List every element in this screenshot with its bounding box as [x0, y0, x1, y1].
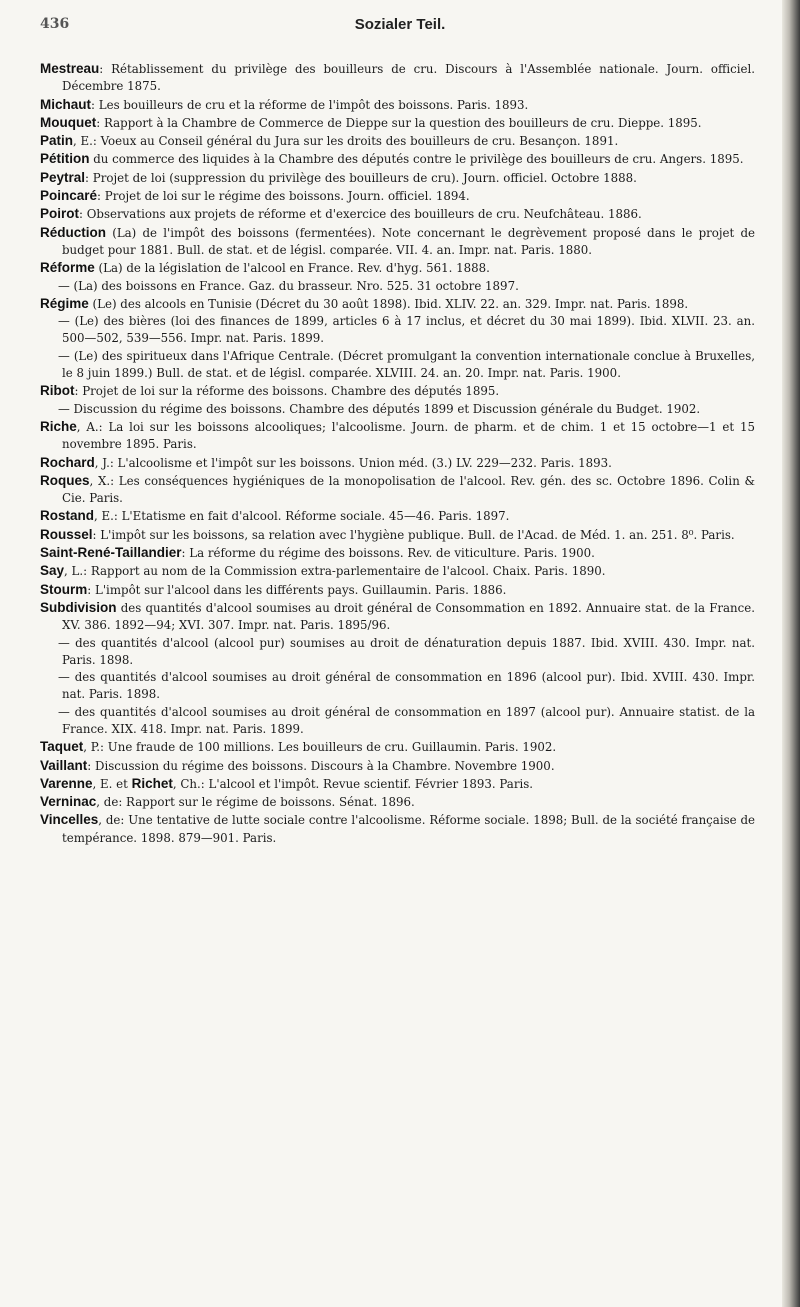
bib-subentry: — (La) des boissons en France. Gaz. du brasseur. Nro. 525. 31 octobre 1897. — [58, 278, 519, 293]
entry-author: Say — [40, 563, 65, 579]
entry-author: Saint-René-Taillandier — [40, 545, 182, 561]
entry-author: Rochard — [40, 454, 95, 470]
entry-coauthor: Richet — [131, 775, 173, 791]
entry-author: Varenne — [40, 775, 93, 791]
bib-entry: Réforme (La) de la législation de l'alcool en France. Rev. d'hyg. 561. 1888. — [40, 260, 490, 276]
entry-author: Réduction — [40, 224, 106, 240]
running-title: Sozialer Teil. — [354, 16, 446, 33]
bib-subentry: — Discussion du régime des boissons. Chambre des députés 1899 et Discussion générale du Budget. 1902. — [58, 401, 701, 416]
entry-author: Riche — [40, 418, 77, 434]
entry-author: Roussel — [40, 526, 93, 542]
entry-author: Vincelles — [40, 812, 99, 828]
bib-entry: Peytral: Projet de loi (suppression du privilège des bouilleurs de cru). Journ. officiel. Octobre 1888. — [40, 169, 637, 185]
bib-entry: Poincaré: Projet de loi sur le régime des boissons. Journ. officiel. 1894. — [40, 188, 470, 204]
bibliography-list — [40, 60, 755, 847]
entry-author: Taquet — [40, 739, 84, 755]
bib-entry: Taquet, P.: Une fraude de 100 millions. Les bouilleurs de cru. Guillaumin. Paris. 1902. — [40, 739, 557, 755]
entry-author: Réforme — [40, 260, 95, 276]
entry-author: Patin — [40, 133, 74, 149]
entry-author: Régime — [40, 295, 89, 311]
bib-subentry: — (Le) des bières (loi des finances de 1899, articles 6 à 17 inclus, et décret du 30 mai 1899). Ibid. XLVII. 23. an. 500—502, 539—556. Impr. nat. Paris. 1899. — [58, 314, 755, 346]
bib-entry: Michaut: Les bouilleurs de cru et la réforme de l'impôt des boissons. Paris. 1893. — [40, 96, 529, 112]
bib-entry: Vincelles, de: Une tentative de lutte sociale contre l'alcoolisme. Réforme sociale. 1898; Bull. de la société française de tempérance. 1898. 879—901. Paris. — [40, 812, 755, 845]
bib-entry: Riche, A.: La loi sur les boissons alcooliques; l'alcoolisme. Journ. de pharm. et de chim. 1 et 15 octobre—1 et 15 novembre 1895. Paris. — [40, 418, 755, 452]
bib-entry: Régime (Le) des alcools en Tunisie (Décret du 30 août 1898). Ibid. XLIV. 22. an. 329. Impr. nat. Paris. 1898. — [40, 295, 689, 311]
bib-entry: Mestreau: Rétablissement du privilège des bouilleurs de cru. Discours à l'Assemblée nationale. Journ. officiel. Décembre 1875. — [40, 61, 755, 94]
bib-entry: Say, L.: Rapport au nom de la Commission extra-parlementaire de l'alcool. Chaix. Paris. 1890. — [40, 563, 606, 579]
bib-subentry: — des quantités d'alcool (alcool pur) soumises au droit de dénaturation depuis 1887. Ibid. XVIII. 430. Impr. nat. Paris. 1898. — [58, 635, 755, 667]
bib-entry: Réduction (La) de l'impôt des boissons (fermentées). Note concernant le degrèvement proposé dans le projet de budget pour 1881. Bull. de stat. et de législ. comparée. VII. 4. an. Impr. nat. Paris. 1880. — [40, 224, 755, 257]
entry-author: Michaut — [40, 96, 92, 112]
bib-entry: Rostand, E.: L'Etatisme en fait d'alcool. Réforme sociale. 45—46. Paris. 1897. — [40, 508, 510, 524]
bib-subentry: — des quantités d'alcool soumises au droit général de consommation en 1897 (alcool pur). Annuaire statist. de la France. XIX. 418. Impr. nat. Paris. 1899. — [58, 704, 755, 736]
entry-author: Mestreau — [40, 61, 100, 76]
bib-entry: Verninac, de: Rapport sur le régime de boissons. Sénat. 1896. — [40, 794, 415, 810]
bib-entry: Mouquet: Rapport à la Chambre de Commerce de Dieppe sur la question des bouilleurs de cru. Dieppe. 1895. — [40, 114, 702, 130]
entry-author: Stourm — [40, 581, 88, 597]
entry-author: Peytral — [40, 169, 86, 185]
bib-entry: Poirot: Observations aux projets de réforme et d'exercice des bouilleurs de cru. Neufchâteau. 1886. — [40, 206, 642, 222]
entry-author: Vaillant — [40, 757, 88, 773]
bib-entry: Vaillant: Discussion du régime des boissons. Discours à la Chambre. Novembre 1900. — [40, 757, 555, 773]
bib-subentry: — des quantités d'alcool soumises au droit général de consommation en 1896 (alcool pur). Ibid. XVIII. 430. Impr. nat. Paris. 1898. — [58, 670, 755, 702]
running-head — [40, 16, 760, 42]
bib-entry: Roques, X.: Les conséquences hygiéniques de la monopolisation de l'alcool. Rev. gén. des sc. Octobre 1896. Colin & Cie. Paris. — [40, 472, 755, 506]
bib-entry: Roussel: L'impôt sur les boissons, sa relation avec l'hygiène publique. Bull. de l'Acad. de Méd. 1. an. 251. 8⁰. Paris. — [40, 526, 735, 542]
bib-entry: Stourm: L'impôt sur l'alcool dans les différents pays. Guillaumin. Paris. 1886. — [40, 581, 507, 597]
book-binding-edge — [782, 0, 800, 1307]
entry-author: Roques — [40, 472, 90, 488]
bib-subentry: — (Le) des spiritueux dans l'Afrique Centrale. (Décret promulgant la convention internationale conclue à Bruxelles, le 8 juin 1899.) Bull. de stat. et de législ. comparée. XLVIII. 24. an. 20. Impr. nat. Paris. 1900. — [58, 348, 755, 381]
bib-entry: Patin, E.: Voeux au Conseil général du Jura sur les droits des bouilleurs de cru. Besançon. 1891. — [40, 133, 619, 149]
bib-entry: Varenne, E. et Richet, Ch.: L'alcool et l'impôt. Revue scientif. Février 1893. Paris. — [40, 775, 534, 791]
entry-author: Ribot — [40, 383, 75, 399]
entry-author: Pétition — [40, 151, 90, 167]
entry-author: Poirot — [40, 206, 79, 222]
entry-author: Verninac — [40, 794, 97, 810]
entry-author: Subdivision — [40, 599, 117, 615]
bib-entry: Ribot: Projet de loi sur la réforme des boissons. Chambre des députés 1895. — [40, 383, 500, 399]
bib-entry: Rochard, J.: L'alcoolisme et l'impôt sur les boissons. Union méd. (3.) LV. 229—232. Paris. 1893. — [40, 454, 612, 470]
entry-author: Mouquet — [40, 114, 97, 130]
bib-entry: Saint-René-Taillandier: La réforme du régime des boissons. Rev. de viticulture. Paris. 1900. — [40, 545, 595, 561]
bib-entry: Subdivision des quantités d'alcool soumises au droit général de Consommation en 1892. Annuaire stat. de la France. XV. 386. 1892—94; XVI. 307. Impr. nat. Paris. 1895/96. — [40, 599, 755, 633]
entry-author: Rostand — [40, 508, 94, 524]
bib-entry: Pétition du commerce des liquides à la Chambre des députés contre le privilège des bouilleurs de cru. Angers. 1895. — [40, 151, 744, 167]
page-number: 436 — [40, 16, 70, 32]
entry-author: Poincaré — [40, 188, 98, 204]
